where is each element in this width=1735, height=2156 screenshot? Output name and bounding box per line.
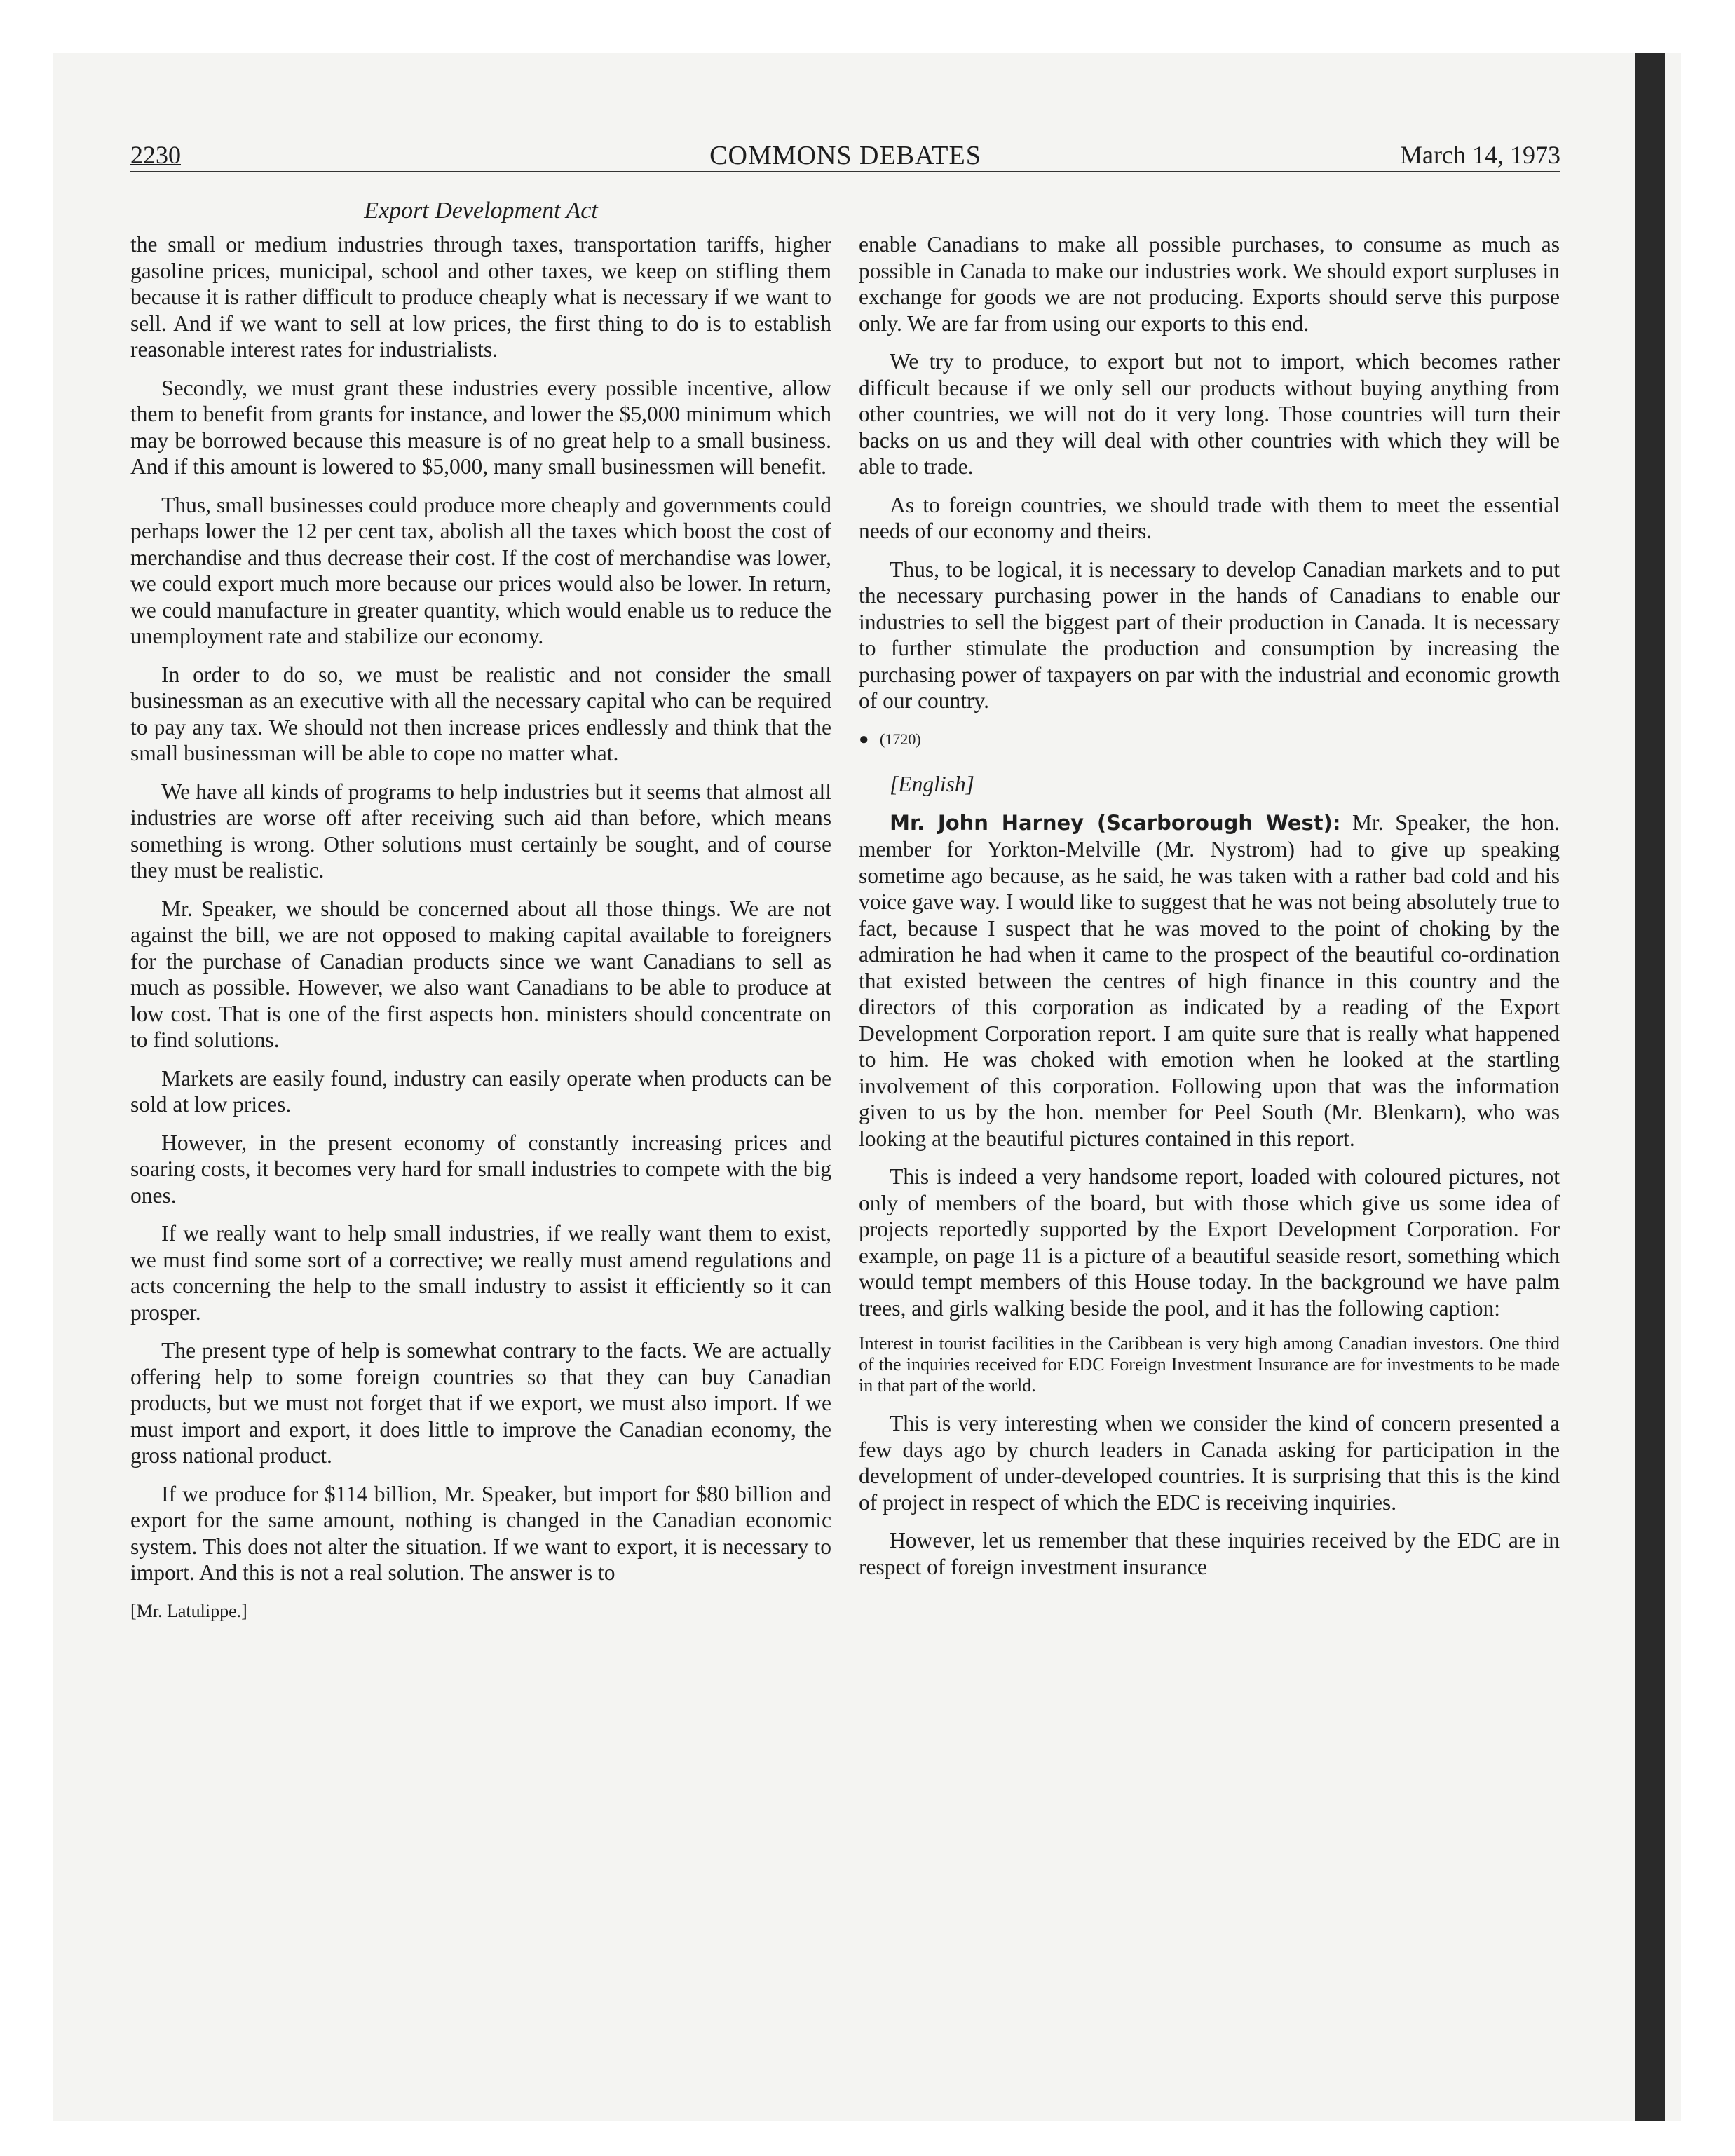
speaker-attribution: [Mr. Latulippe.] <box>130 1600 247 1621</box>
bullet-icon: ● <box>859 730 869 749</box>
paragraph: In order to do so, we must be realistic and not consider the small businessman as an executive with all the necessary capital who can be required to pay any tax. We should not then increase prices endlessly and think that the small businessman will be able to cope no matter what. <box>130 662 831 765</box>
sitting-date: March 14, 1973 <box>1400 141 1560 169</box>
paragraph: Mr. Speaker, we should be concerned about all those things. We are not against the bill, we are not opposed to making capital available to foreigners for the purchase of Canadian products since we want Canadians to sell as much as possible. However, we also want Canadians to be able to produce at low cost. That is one of the first aspects hon. ministers should concentrate on to find solutions. <box>130 896 831 1052</box>
paragraph: enable Canadians to make all possible purchases, to consume as much as possible in Canada to make our industries work. We should export surpluses in exchange for goods we are not producing. Exports should serve this purpose only. We are far from using our exports to this end. <box>859 232 1560 336</box>
running-head: Export Development Act <box>364 198 598 224</box>
paragraph: However, let us remember that these inquiries received by the EDC are in respect of foreign investment insurance <box>859 1528 1560 1579</box>
paragraph: the small or medium industries through taxes, transportation tariffs, higher gasoline prices, municipal, school and other taxes, we keep on stifling them because it is rather difficult to produce cheaply what is necessary if we want to sell. And if we want to sell at low prices, the first thing to do is to establish reasonable interest rates for industrialists. <box>130 232 831 362</box>
paragraph: However, in the present economy of constantly increasing prices and soaring costs, it becomes very hard for small industries to compete with the big ones. <box>130 1130 831 1208</box>
paragraph: As to foreign countries, we should trade with them to meet the essential needs of our economy and theirs. <box>859 492 1560 543</box>
paragraph: If we really want to help small industries, if we really want them to exist, we must find some sort of a corrective; we really must amend regulations and acts concerning the help to the small industry to assist it efficiently so it can prosper. <box>130 1221 831 1325</box>
block-quotation: Interest in tourist facilities in the Caribbean is very high among Canadian investors. One third of the inquiries received for EDC Foreign Investment Insurance are for investments to be made in that part of the world. <box>859 1333 1560 1396</box>
speech-opening-text: Mr. Speaker, the hon. member for Yorkton-Melville (Mr. Nystrom) had to give up speaking sometime ago because, as he said, he was taken with a rather bad cold and his voice gave way. I would like to suggest that he was not being absolutely true to fact, because I suspect that he was moved to the point of choking by the admiration he had when it came to the prospect of the beautiful co-ordination that existed between the centres of high finance in this country and the directors of this corporation as indicated by a reading of the Export Development Corporation report. I am quite sure that is really what happened to him. He was choked with emotion when he looked at the startling involvement of this corporation. Following upon that was the information given to us by the hon. member for Peel South (Mr. Blenkarn), who was looking at the beautiful pictures contained in this report. <box>859 810 1560 1151</box>
page-header <box>130 139 1560 172</box>
paragraph: This is indeed a very handsome report, loaded with coloured pictures, not only of members of the board, but with those which give us some idea of projects reportedly supported by the Export Development Corporation. For example, on page 11 is a picture of a beautiful seaside resort, something which would tempt members of this House today. In the background we have palm trees, and girls walking beside the pool, and it has the following caption: <box>859 1164 1560 1321</box>
paragraph: We try to produce, to export but not to import, which becomes rather difficult because if we only sell our products without buying anything from other countries, we will not do it very long. Those countries will turn their backs on us and they will deal with other countries with which they will be able to trade. <box>859 349 1560 479</box>
paragraph: Thus, small businesses could produce more cheaply and governments could perhaps lower the 12 per cent tax, abolish all the taxes which boost the cost of merchandise and thus decrease their cost. If the cost of merchandise was lower, we could export much more because our prices would also be lower. In return, we could manufacture in greater quantity, which would enable us to reduce the unemployment rate and stabilize our economy. <box>130 492 831 648</box>
left-column <box>130 231 831 1631</box>
language-tag: [English] <box>890 772 974 796</box>
paragraph: Markets are easily found, industry can easily operate when products can be sold at low prices. <box>130 1065 831 1117</box>
time-marker-label: (1720) <box>880 730 921 748</box>
paragraph: Secondly, we must grant these industries every possible incentive, allow them to benefit from grants for instance, and lower the $5,000 minimum which may be borrowed because this measure is of no great help to a small business. And if this amount is lowered to $5,000, many small businessmen will benefit. <box>130 375 831 479</box>
paragraph: This is very interesting when we consider the kind of concern presented a few days ago by church leaders in Canada asking for participation in the development of under-developed countries. It is surprising that this is the kind of project in respect of which the EDC is receiving inquiries. <box>859 1411 1560 1515</box>
paragraph: If we produce for $114 billion, Mr. Speaker, but import for $80 billion and export for the same amount, nothing is changed in the Canadian economic system. This does not alter the situation. If we want to export, it is necessary to import. And this is not a real solution. The answer is to <box>130 1481 831 1585</box>
speaker-name: Mr. John Harney (Scarborough West): <box>890 810 1341 835</box>
scan-edge-shadow <box>1635 53 1665 2121</box>
publication-title: COMMONS DEBATES <box>709 141 981 170</box>
paragraph: The present type of help is somewhat contrary to the facts. We are actually offering help to some foreign countries so that they can buy Canadian products, but we must not forget that if we export, we must also import. If we must import and export, it does little to improve the Canadian economy, the gross national product. <box>130 1338 831 1468</box>
paragraph: Thus, to be logical, it is necessary to develop Canadian markets and to put the necessary purchasing power in the hands of Canadians to enable our industries to sell the biggest part of their production in Canada. It is necessary to further stimulate the production and consumption by increasing the purchasing power of taxpayers on par with the industrial and economic growth of our country. <box>859 557 1560 713</box>
paragraph: We have all kinds of programs to help industries but it seems that almost all industries are worse off after receiving such aid than before, which means something is wrong. Other solutions must certainly be sought, and of course they must be realistic. <box>130 779 831 882</box>
time-marker <box>859 726 1560 753</box>
speech-opening <box>859 810 1560 1152</box>
page-number: 2230 <box>130 141 181 169</box>
right-column <box>859 231 1560 1592</box>
